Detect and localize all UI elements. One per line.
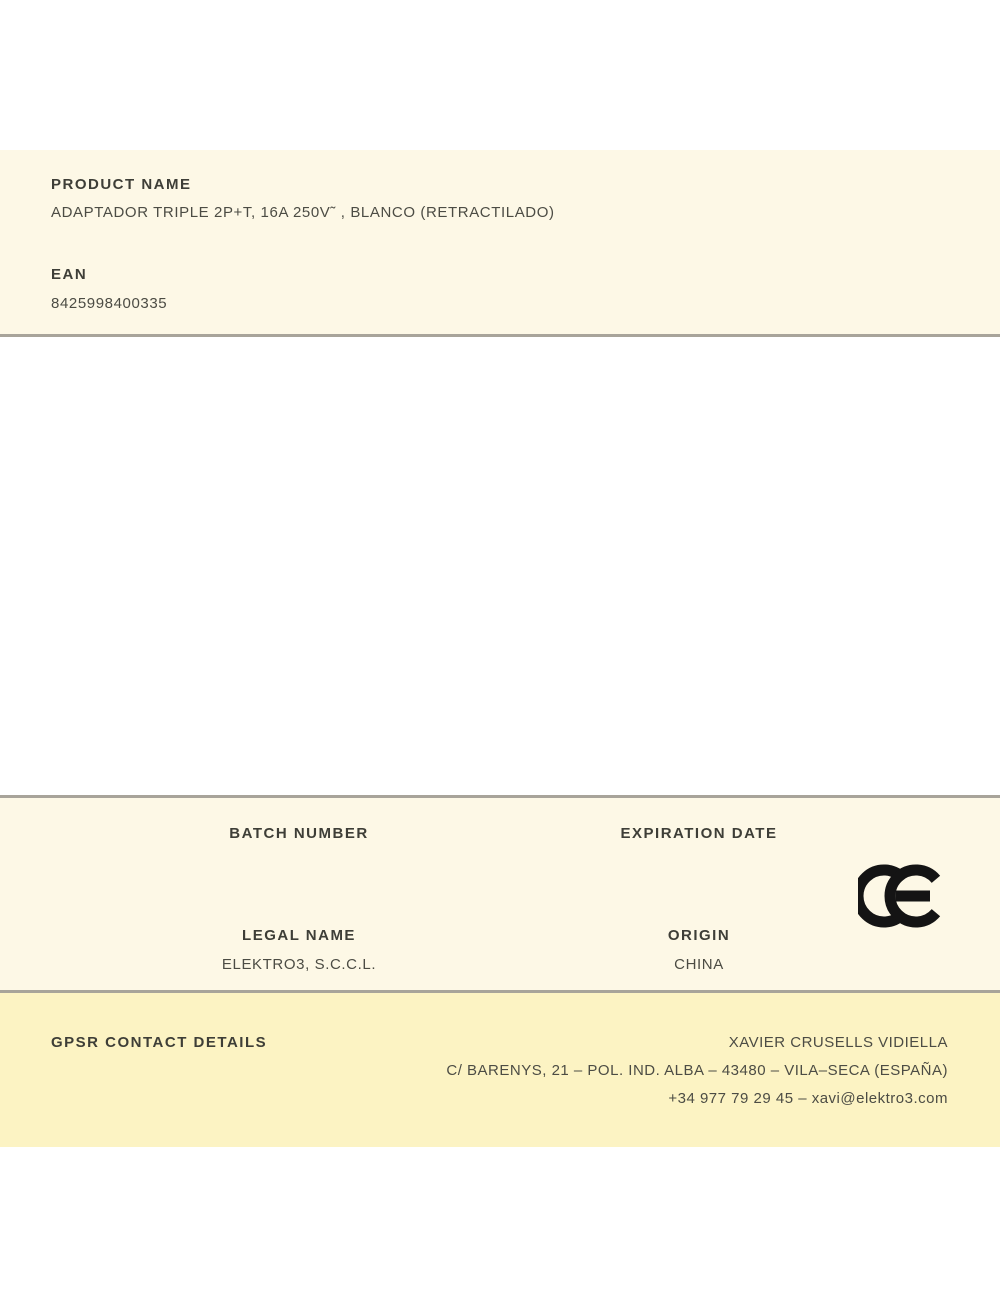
contact-phone-email: +34 977 79 29 45 – xavi@elektro3.com (668, 1090, 948, 1107)
legal-name-label: LEGAL NAME (242, 927, 356, 944)
ean-label: EAN (51, 266, 88, 283)
ce-marking-icon (858, 864, 942, 928)
gpsr-contact-label: GPSR CONTACT DETAILS (51, 1034, 268, 1051)
expiration-date-value (499, 855, 899, 928)
batch-number-value (99, 855, 499, 928)
gpsr-contact-section (0, 993, 1000, 1147)
origin-value: CHINA (674, 956, 724, 973)
contact-name: XAVIER CRUSELLS VIDIELLA (728, 1034, 948, 1051)
batch-column-left (99, 826, 499, 973)
expiration-date-label: EXPIRATION DATE (620, 825, 778, 842)
ean-value: 8425998400335 (51, 295, 168, 312)
origin-label: ORIGIN (667, 927, 731, 944)
batch-number-label: BATCH NUMBER (229, 825, 369, 842)
gpsr-contact-block (446, 1035, 948, 1119)
product-info-section (0, 150, 1000, 337)
product-name-label: PRODUCT NAME (51, 176, 192, 193)
product-name-value: ADAPTADOR TRIPLE 2P+T, 16A 250V˜ , BLANCO (RETRACTILADO) (51, 204, 555, 221)
middle-blank-area (0, 337, 1000, 795)
legal-name-value: ELEKTRO3, S.C.C.L. (221, 956, 377, 973)
batch-grid (99, 826, 899, 973)
top-margin (0, 0, 1000, 150)
batch-column-right (499, 826, 899, 973)
batch-legal-section (0, 795, 1000, 993)
contact-address: C/ BARENYS, 21 – POL. IND. ALBA – 43480 – VILA–SECA (ESPAÑA) (446, 1062, 948, 1079)
